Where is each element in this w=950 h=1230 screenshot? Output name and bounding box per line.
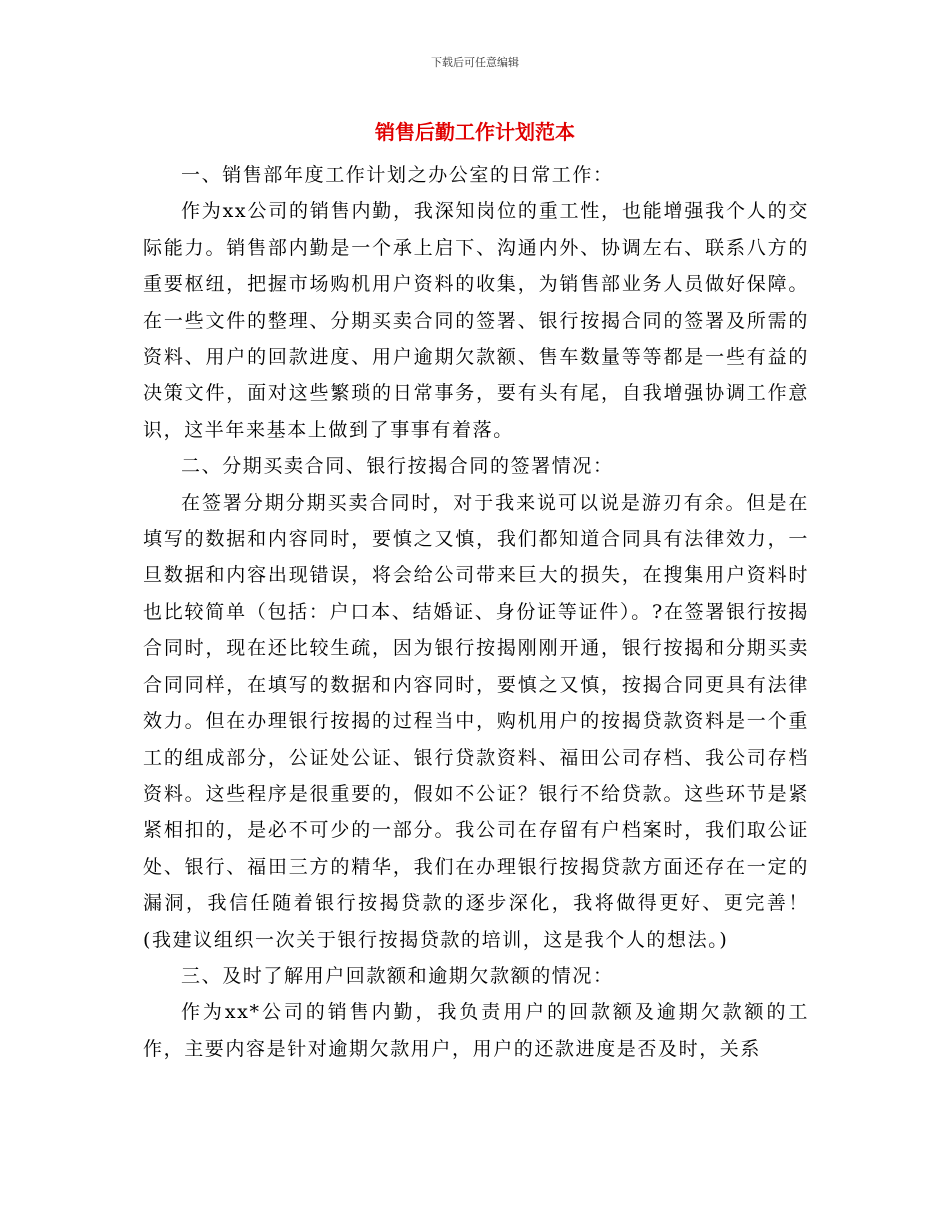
paragraph-3: 作为xx*公司的销售内勤，我负责用户的回款额及逾期欠款额的工作，主要内容是针对逾期欠款用户，用户的还款进度是否及时，关系 <box>143 1001 809 1060</box>
page-header-note: 下载后可任意编辑 <box>431 56 519 69</box>
document-title: 销售后勤工作计划范本 <box>375 120 575 144</box>
paragraph-1: 作为xx公司的销售内勤，我深知岗位的重工性，也能增强我个人的交际能力。销售部内勤是一个承上启下、沟通内外、协调左右、联系八方的重要枢纽，把握市场购机用户资料的收集，为销售部业务人员做好保障。在一些文件的整理、分期买卖合同的签署、银行按揭合同的签署及所需的资料、用户的回款进度、用户逾期欠款额、售车数量等等都是一些有益的决策文件，面对这些繁琐的日常事务，要有头有尾，自我增强协调工作意识，这半年来基本上做到了事事有着落。 <box>143 200 809 441</box>
section-heading-3: 三、及时了解用户回款额和逾期欠款额的情况： <box>181 964 614 987</box>
document-body <box>143 157 809 1067</box>
section-heading-2: 二、分期买卖合同、银行按揭合同的签署情况： <box>181 455 614 478</box>
section-heading-1: 一、销售部年度工作计划之办公室的日常工作： <box>181 164 614 186</box>
paragraph-2: 在签署分期分期买卖合同时，对于我来说可以说是游刃有余。但是在填写的数据和内容同时，要慎之又慎，我们都知道合同具有法律效力，一旦数据和内容出现错误，将会给公司带来巨大的损失，在搜集用户资料时也比较简单（包括：户口本、结婚证、身份证等证件）。?在签署银行按揭合同时，现在还比较生疏，因为银行按揭刚刚开通，银行按揭和分期买卖合同同样，在填写的数据和内容同时，要慎之又慎，按揭合同更具有法律效力。但在办理银行按揭的过程当中，购机用户的按揭贷款资料是一个重工的组成部分，公证处公证、银行贷款资料、福田公司存档、我公司存档资料。这些程序是很重要的，假如不公证？银行不给贷款。这些环节是紧紧相扣的，是必不可少的一部分。我公司在存留有户档案时，我们取公证处、银行、福田三方的精华，我们在办理银行按揭贷款方面还存在一定的漏洞，我信任随着银行按揭贷款的逐步深化，我将做得更好、更完善！(我建议组织一次关于银行按揭贷款的培训，这是我个人的想法。) <box>143 491 809 951</box>
